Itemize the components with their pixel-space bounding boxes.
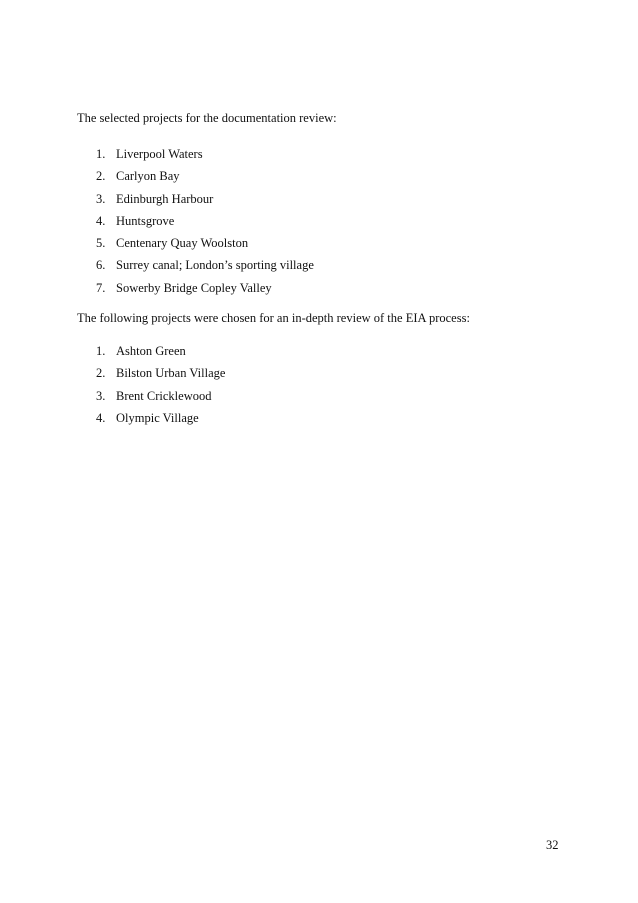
list-item-text: Ashton Green [116, 344, 186, 358]
list-item-number: 1. [96, 344, 106, 358]
list-item [96, 343, 225, 365]
list-item [96, 235, 314, 257]
list-item-text: Olympic Village [116, 410, 199, 425]
list-item-text: Huntsgrove [116, 213, 175, 228]
list-item-text: Sowerby Bridge Copley Valley [116, 280, 272, 295]
list-item [96, 257, 314, 279]
page-number: 32 [546, 838, 559, 852]
list-item-text: Surrey canal; London’s sporting village [116, 258, 314, 273]
list-item-text: Brent Cricklewood [116, 388, 212, 403]
list-item [96, 388, 225, 410]
list-item-number: 2. [96, 169, 106, 184]
list-item-number: 3. [96, 191, 106, 206]
list-item [96, 168, 314, 190]
list-item-number: 4. [96, 410, 106, 425]
list-item-text: Bilston Urban Village [116, 366, 226, 381]
list-item-text: Centenary Quay Woolston [116, 236, 249, 251]
list-item [96, 280, 314, 302]
list-item-text: Carlyon Bay [116, 169, 180, 184]
list-item [96, 213, 314, 235]
list-item-number: 3. [96, 388, 106, 403]
list-item-number: 6. [96, 258, 106, 273]
review-project-list [96, 146, 314, 302]
list-item-number: 5. [96, 236, 106, 251]
list-item-number: 4. [96, 213, 106, 228]
list-item-number: 2. [96, 366, 106, 381]
list-item [96, 191, 314, 213]
list-item [96, 365, 225, 387]
list-item-number: 1. [96, 147, 106, 161]
eia-project-list [96, 343, 225, 432]
list-item-number: 7. [96, 280, 106, 295]
eia-intro-paragraph: The following projects were chosen for an in-depth review of the EIA process: [77, 311, 470, 325]
list-item [96, 146, 314, 168]
list-item [96, 410, 225, 432]
review-intro-paragraph: The selected projects for the documentation review: [77, 111, 337, 125]
list-item-text: Liverpool Waters [116, 147, 203, 161]
list-item-text: Edinburgh Harbour [116, 191, 214, 206]
